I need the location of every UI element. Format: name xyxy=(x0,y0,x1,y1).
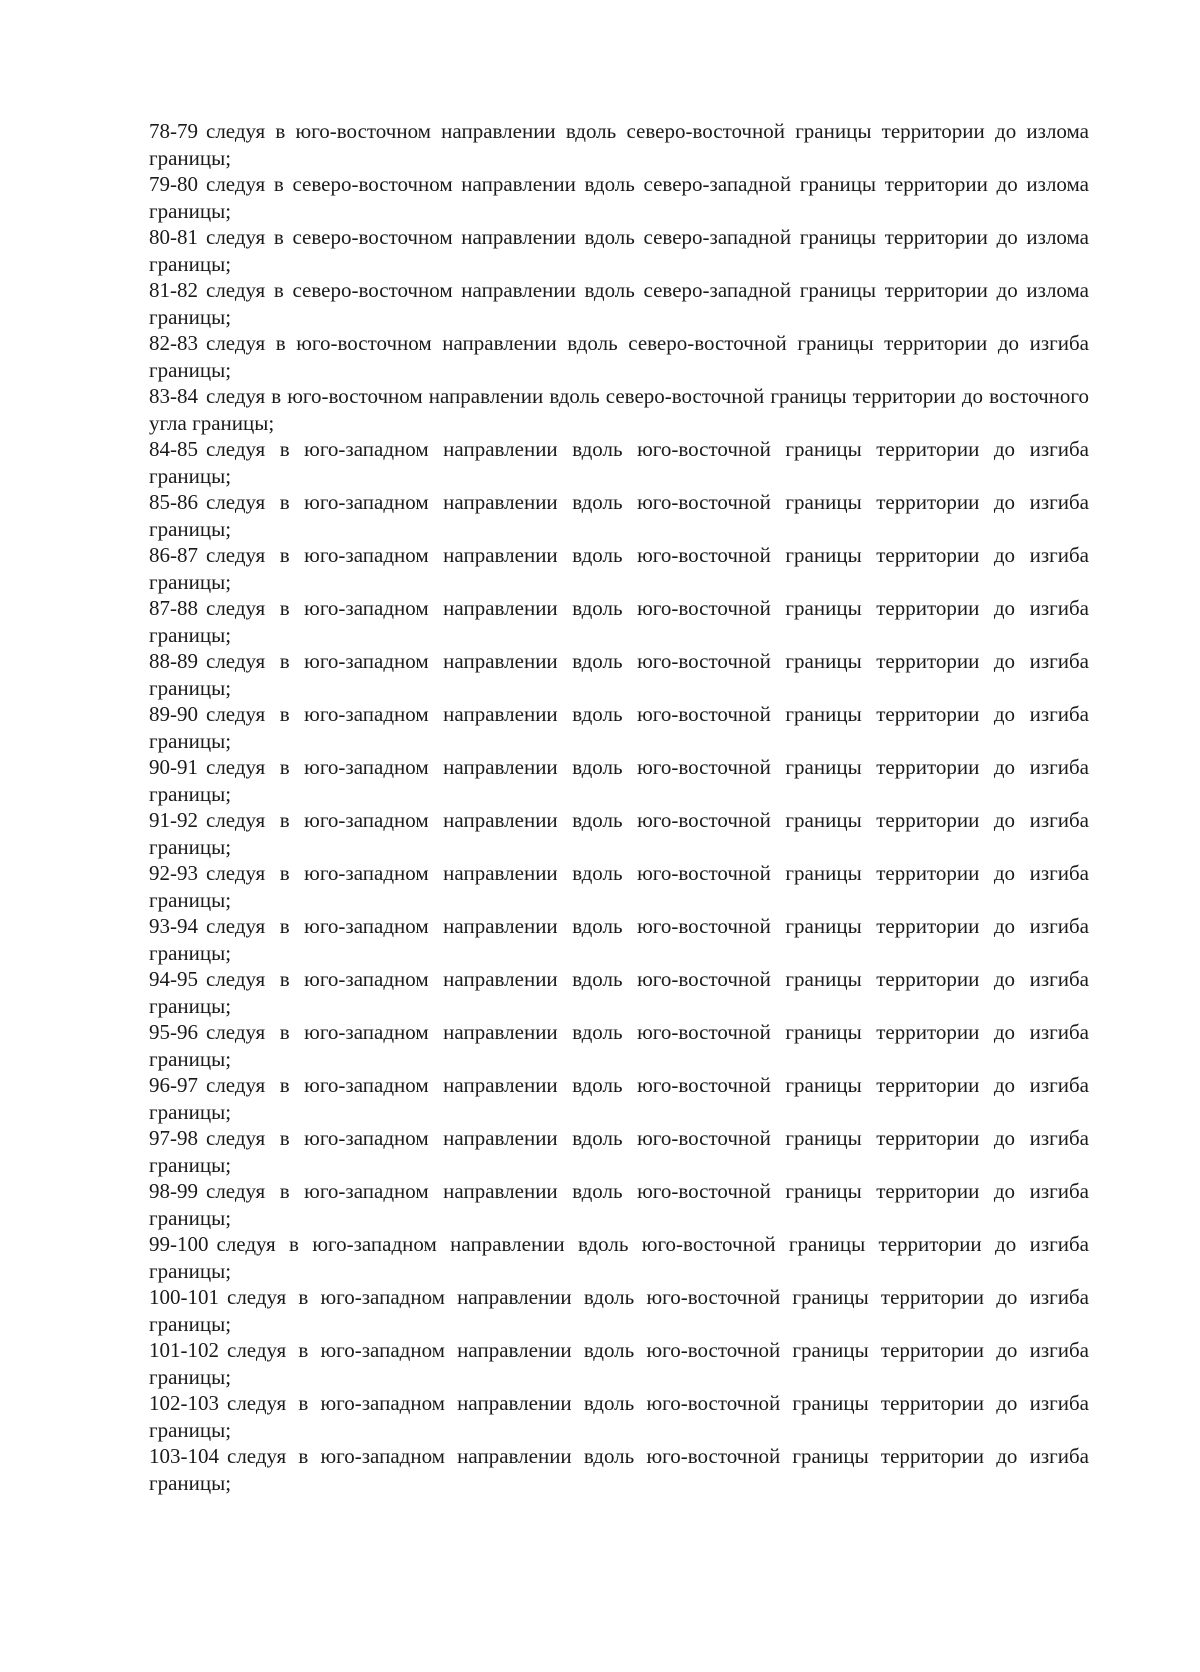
boundary-segment-paragraph xyxy=(149,1178,1089,1231)
segment-description: следуя в юго-западном направлении вдоль юго-восточной границы территории до изгиба границы; xyxy=(149,1285,1089,1336)
segment-description: следуя в юго-западном направлении вдоль юго-восточной границы территории до изгиба границы; xyxy=(149,649,1089,700)
segment-number: 83-84 xyxy=(149,384,198,408)
segment-number: 91-92 xyxy=(149,808,198,832)
boundary-segment-paragraph xyxy=(149,966,1089,1019)
boundary-segment-paragraph xyxy=(149,860,1089,913)
segment-number: 86-87 xyxy=(149,543,198,567)
segment-description: следуя в юго-западном направлении вдоль юго-восточной границы территории до изгиба границы; xyxy=(149,1391,1089,1442)
segment-description: следуя в юго-западном направлении вдоль юго-восточной границы территории до изгиба границы; xyxy=(149,596,1089,647)
boundary-segment-paragraph xyxy=(149,807,1089,860)
segment-number: 80-81 xyxy=(149,225,198,249)
boundary-segment-paragraph xyxy=(149,648,1089,701)
document-body xyxy=(149,118,1089,1496)
segment-number: 90-91 xyxy=(149,755,198,779)
segment-number: 97-98 xyxy=(149,1126,198,1150)
segment-description: следуя в северо-восточном направлении вдоль северо-западной границы территории до излома границы; xyxy=(149,225,1089,276)
boundary-segment-paragraph xyxy=(149,754,1089,807)
segment-description: следуя в юго-западном направлении вдоль юго-восточной границы территории до изгиба границы; xyxy=(149,808,1089,859)
segment-number: 87-88 xyxy=(149,596,198,620)
segment-number: 92-93 xyxy=(149,861,198,885)
boundary-segment-paragraph xyxy=(149,1443,1089,1496)
boundary-segment-paragraph xyxy=(149,489,1089,542)
boundary-segment-paragraph xyxy=(149,330,1089,383)
segment-description: следуя в юго-западном направлении вдоль юго-восточной границы территории до изгиба границы; xyxy=(149,543,1089,594)
segment-description: следуя в юго-западном направлении вдоль юго-восточной границы территории до изгиба границы; xyxy=(149,967,1089,1018)
boundary-segment-paragraph xyxy=(149,1072,1089,1125)
boundary-segment-paragraph xyxy=(149,171,1089,224)
boundary-segment-paragraph xyxy=(149,1231,1089,1284)
boundary-segment-paragraph xyxy=(149,913,1089,966)
segment-description: следуя в юго-западном направлении вдоль юго-восточной границы территории до изгиба границы; xyxy=(149,1232,1089,1283)
segment-number: 89-90 xyxy=(149,702,198,726)
segment-description: следуя в юго-западном направлении вдоль юго-восточной границы территории до изгиба границы; xyxy=(149,1073,1089,1124)
segment-number: 88-89 xyxy=(149,649,198,673)
segment-number: 102-103 xyxy=(149,1391,219,1415)
segment-description: следуя в юго-западном направлении вдоль юго-восточной границы территории до изгиба границы; xyxy=(149,755,1089,806)
segment-description: следуя в юго-восточном направлении вдоль северо-восточной границы территории до восточного угла границы; xyxy=(149,384,1089,435)
boundary-segment-paragraph xyxy=(149,1019,1089,1072)
boundary-segment-paragraph xyxy=(149,436,1089,489)
segment-description: следуя в юго-западном направлении вдоль юго-восточной границы территории до изгиба границы; xyxy=(149,1020,1089,1071)
boundary-segment-paragraph xyxy=(149,1337,1089,1390)
boundary-segment-paragraph xyxy=(149,701,1089,754)
segment-number: 82-83 xyxy=(149,331,198,355)
segment-description: следуя в юго-западном направлении вдоль юго-восточной границы территории до изгиба границы; xyxy=(149,437,1089,488)
segment-number: 95-96 xyxy=(149,1020,198,1044)
boundary-segment-paragraph xyxy=(149,1284,1089,1337)
segment-description: следуя в юго-западном направлении вдоль юго-восточной границы территории до изгиба границы; xyxy=(149,861,1089,912)
boundary-segment-paragraph xyxy=(149,542,1089,595)
segment-number: 99-100 xyxy=(149,1232,209,1256)
segment-description: следуя в юго-западном направлении вдоль юго-восточной границы территории до изгиба границы; xyxy=(149,1444,1089,1495)
segment-number: 96-97 xyxy=(149,1073,198,1097)
boundary-segment-paragraph xyxy=(149,277,1089,330)
boundary-segment-paragraph xyxy=(149,1390,1089,1443)
segment-description: следуя в северо-восточном направлении вдоль северо-западной границы территории до излома границы; xyxy=(149,278,1089,329)
segment-description: следуя в юго-восточном направлении вдоль северо-восточной границы территории до изгиба границы; xyxy=(149,331,1089,382)
segment-description: следуя в юго-западном направлении вдоль юго-восточной границы территории до изгиба границы; xyxy=(149,1179,1089,1230)
segment-description: следуя в юго-западном направлении вдоль юго-восточной границы территории до изгиба границы; xyxy=(149,914,1089,965)
segment-number: 78-79 xyxy=(149,119,198,143)
boundary-segment-paragraph xyxy=(149,1125,1089,1178)
segment-number: 94-95 xyxy=(149,967,198,991)
boundary-segment-paragraph xyxy=(149,383,1089,436)
segment-description: следуя в северо-восточном направлении вдоль северо-западной границы территории до излома границы; xyxy=(149,172,1089,223)
boundary-segment-paragraph xyxy=(149,118,1089,171)
segment-description: следуя в юго-западном направлении вдоль юго-восточной границы территории до изгиба границы; xyxy=(149,1126,1089,1177)
boundary-segment-paragraph xyxy=(149,224,1089,277)
segment-description: следуя в юго-западном направлении вдоль юго-восточной границы территории до изгиба границы; xyxy=(149,490,1089,541)
segment-number: 85-86 xyxy=(149,490,198,514)
segment-number: 98-99 xyxy=(149,1179,198,1203)
segment-description: следуя в юго-западном направлении вдоль юго-восточной границы территории до изгиба границы; xyxy=(149,1338,1089,1389)
segment-number: 100-101 xyxy=(149,1285,219,1309)
segment-number: 84-85 xyxy=(149,437,198,461)
segment-number: 81-82 xyxy=(149,278,198,302)
segment-number: 103-104 xyxy=(149,1444,219,1468)
segment-number: 79-80 xyxy=(149,172,198,196)
segment-number: 93-94 xyxy=(149,914,198,938)
segment-description: следуя в юго-восточном направлении вдоль северо-восточной границы территории до излома границы; xyxy=(149,119,1089,170)
segment-number: 101-102 xyxy=(149,1338,219,1362)
boundary-segment-paragraph xyxy=(149,595,1089,648)
segment-description: следуя в юго-западном направлении вдоль юго-восточной границы территории до изгиба границы; xyxy=(149,702,1089,753)
